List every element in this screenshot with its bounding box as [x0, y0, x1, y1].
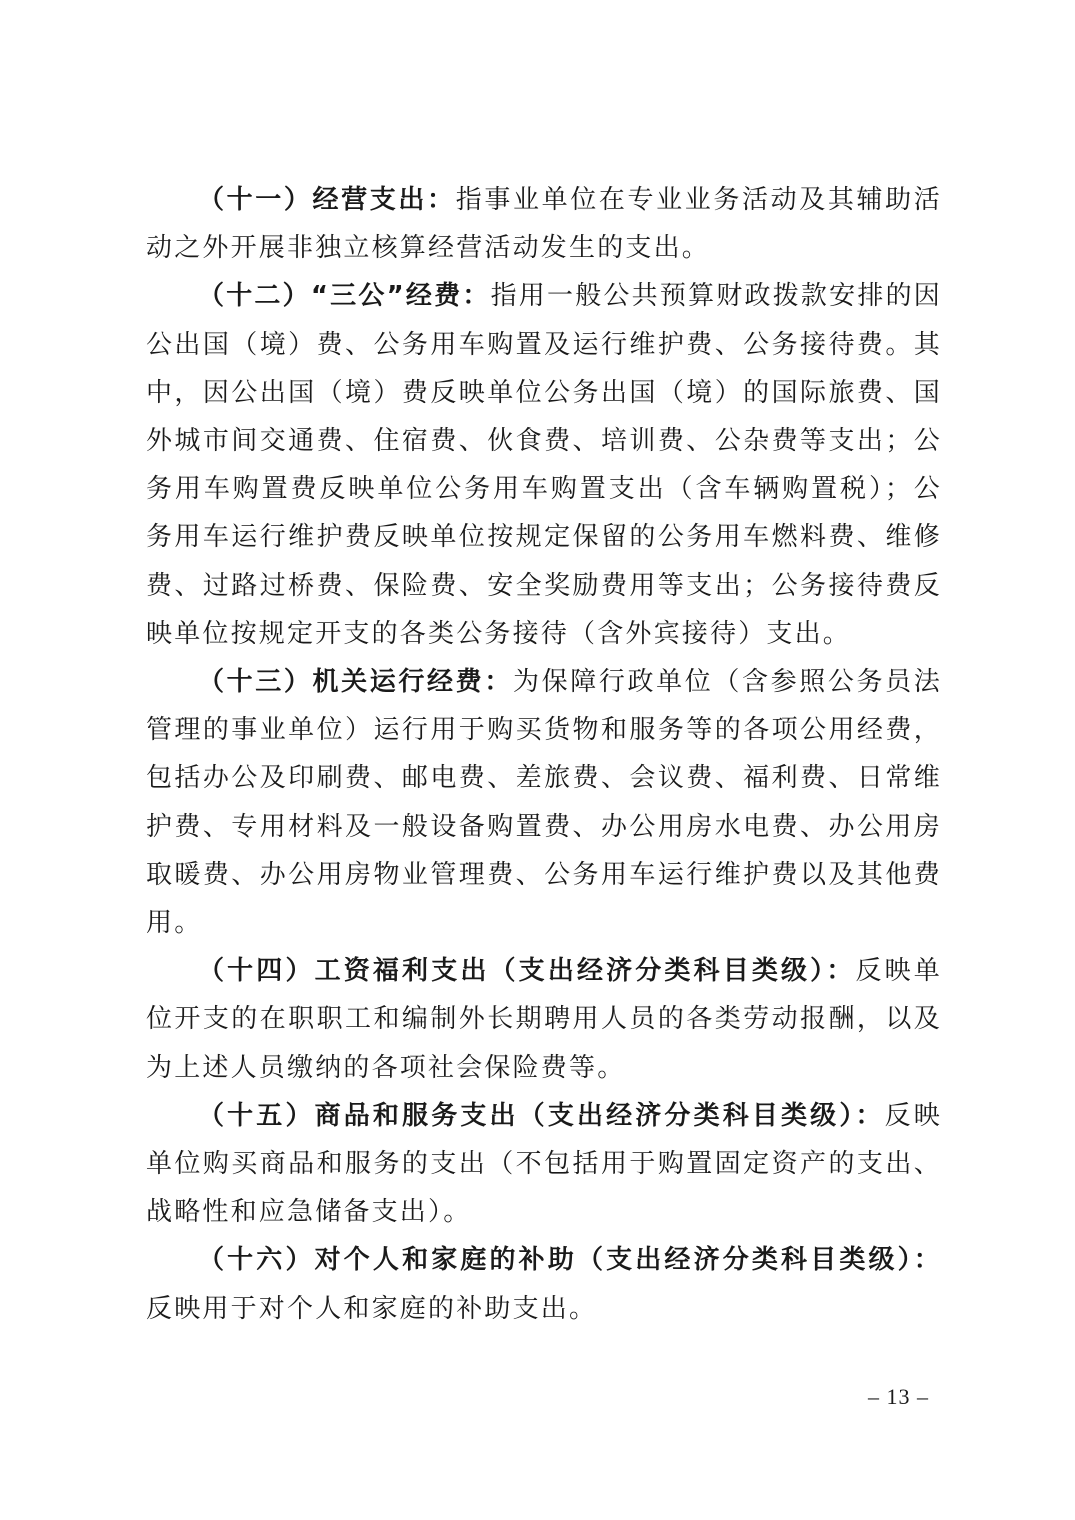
- paragraph-text: 为保障行政单位（含参照公务员法管理的事业单位）运行用于购买货物和服务等的各项公用经费，包括办公及印刷费、邮电费、差旅费、会议费、福利费、日常维护费、专用材料及一般设备购置费、办公用房水电费、办公用房取暖费、办公用房物业管理费、公务用车运行维护费以及其他费用。: [146, 667, 942, 939]
- paragraph-term: （十一）经营支出：: [198, 185, 456, 215]
- paragraph-text: 反映单位购买商品和服务的支出（不包括用于购置固定资产的支出、战略性和应急储备支出）。: [146, 1100, 942, 1228]
- paragraph-text: 指事业单位在专业业务活动及其辅助活动之外开展非独立核算经营活动发生的支出。: [146, 185, 942, 264]
- body-text: [146, 176, 942, 1333]
- paragraph-term: （十五）商品和服务支出（支出经济分类科目类级）：: [198, 1100, 885, 1131]
- paragraph-term: （十二）“三公”经费：: [198, 281, 491, 312]
- paragraph-term: （十六）对个人和家庭的补助（支出经济分类科目类级）：: [198, 1245, 942, 1276]
- paragraph-13: [146, 658, 942, 947]
- paragraph-text: 指用一般公共预算财政拨款安排的因公出国（境）费、公务用车购置及运行维护费、公务接待费。其中，因公出国（境）费反映单位公务出国（境）的国际旅费、国外城市间交通费、住宿费、伙食费、培训费、公杂费等支出；公务用车购置费反映单位公务用车购置支出（含车辆购置税）；公务用车运行维护费反映单位按规定保留的公务用车燃料费、维修费、过路过桥费、保险费、安全奖励费用等支出；公务接待费反映单位按规定开支的各类公务接待（含外宾接待）支出。: [146, 281, 942, 649]
- page-number: – 13 –: [868, 1384, 929, 1409]
- paragraph-term: （十四）工资福利支出（支出经济分类科目类级）：: [198, 956, 856, 987]
- paragraph-14: [146, 947, 942, 1092]
- paragraph-11: [146, 176, 942, 272]
- paragraph-text: 反映单位开支的在职职工和编制外长期聘用人员的各类劳动报酬，以及为上述人员缴纳的各项社会保险费等。: [146, 956, 942, 1083]
- paragraph-12: [146, 272, 942, 658]
- paragraph-15: [146, 1092, 942, 1237]
- paragraph-16: [146, 1236, 942, 1332]
- paragraph-term: （十三）机关运行经费：: [198, 667, 513, 698]
- paragraph-text: 反映用于对个人和家庭的补助支出。: [146, 1293, 598, 1324]
